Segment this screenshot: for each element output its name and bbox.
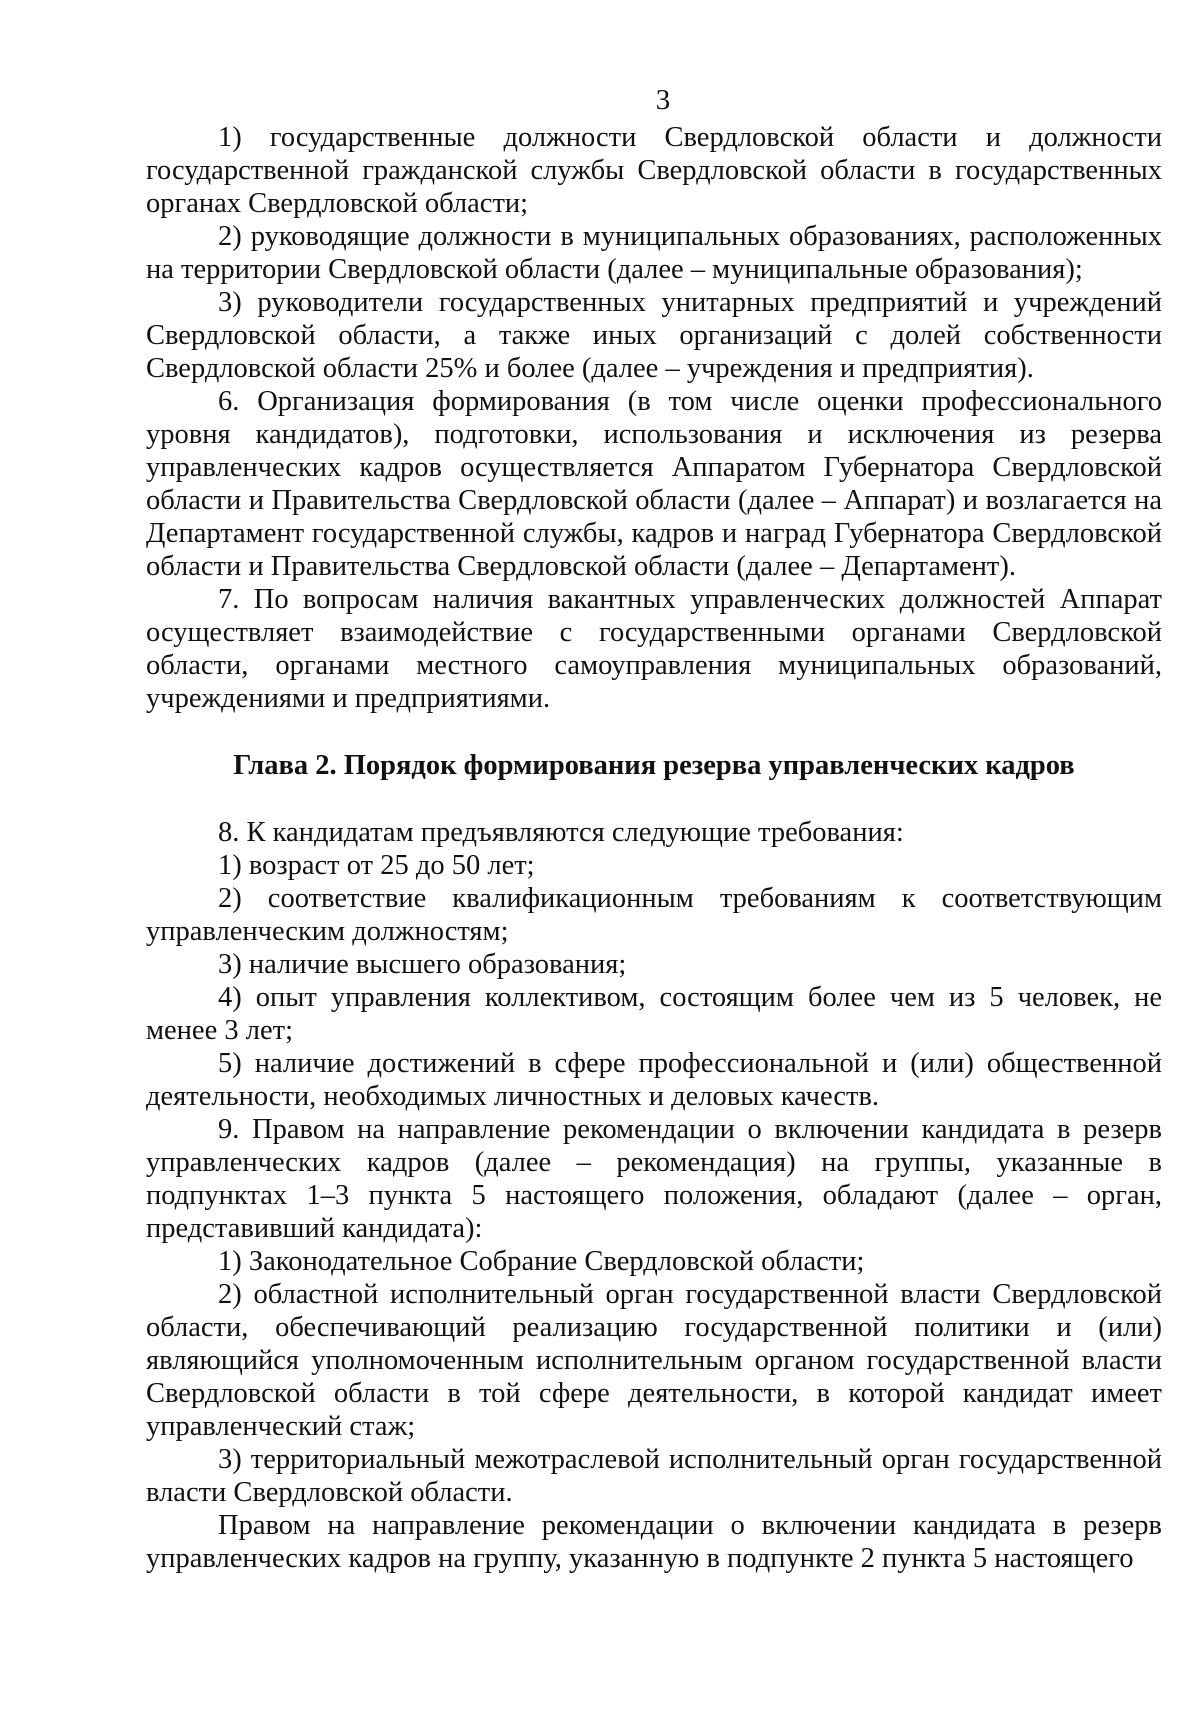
requirement-age: 1) возраст от 25 до 50 лет;	[218, 850, 535, 881]
clause-9: 9. Правом на направление рекомендации о включении кандидата в резерв управленческих кадров (далее – рекомендация) на группы, указанные в подпунктах 1–3 пункта 5 настоящего положения, обладают (далее – орган, представивший кандидата):	[146, 1114, 1162, 1244]
recommender-legislative-assembly: 1) Законодательное Собрание Свердловской области;	[218, 1246, 865, 1277]
requirement-achievements: 5) наличие достижений в сфере профессиональной и (или) общественной деятельности, необходимых личностных и деловых качеств.	[146, 1048, 1162, 1112]
clause-8: 8. К кандидатам предъявляются следующие требования:	[218, 817, 904, 848]
clause-6: 6. Организация формирования (в том числе оценки профессионального уровня кандидатов), подготовки, использования и исключения из резерва управленческих кадров осуществляется Аппаратом Губернатора Свердловской области и Правительства Свердловской области (далее – Аппарат) и возлагается на Департамент государственной службы, кадров и наград Губернатора Свердловской области и Правительства Свердловской области (далее – Департамент).	[146, 386, 1162, 582]
page-number: 3	[655, 84, 671, 116]
list-item-enterprise-heads: 3) руководители государственных унитарных предприятий и учреждений Свердловской области, а также иных организаций с долей собственности Свердловской области 25% и более (далее – учреждения и предприятия).	[146, 287, 1162, 384]
clause-7: 7. По вопросам наличия вакантных управленческих должностей Аппарат осуществляет взаимодействие с государственными органами Свердловской области, органами местного самоуправления муниципальных образований, учреждениями и предприятиями.	[146, 584, 1162, 714]
requirement-qualification: 2) соответствие квалификационным требованиям к соответствующим управленческим должностям;	[146, 883, 1162, 947]
list-item-state-positions: 1) государственные должности Свердловской области и должности государственной гражданской службы Свердловской области в государственных органах Свердловской области;	[146, 122, 1162, 219]
list-item-municipal-positions: 2) руководящие должности в муниципальных образованиях, расположенных на территории Свердловской области (далее – муниципальные образования);	[146, 221, 1162, 285]
clause-9-continuation: Правом на направление рекомендации о включении кандидата в резерв управленческих кадров на группу, указанную в подпункте 2 пункта 5 настоящего	[146, 1510, 1162, 1574]
recommender-executive-body: 2) областной исполнительный орган государственной власти Свердловской области, обеспечивающий реализацию государственной политики и (или) являющийся уполномоченным исполнительным органом государственной власти Свердловской области в той сфере деятельности, в которой кандидат имеет управленческий стаж;	[146, 1279, 1162, 1442]
recommender-territorial-body: 3) территориальный межотраслевой исполнительный орган государственной власти Свердловской области.	[146, 1444, 1162, 1508]
section-after-heading	[146, 816, 1162, 1575]
chapter-heading: Глава 2. Порядок формирования резерва управленческих кадров	[233, 750, 1075, 781]
requirement-education: 3) наличие высшего образования;	[218, 949, 627, 980]
document-page	[146, 84, 1162, 1575]
section-before-heading	[146, 121, 1162, 715]
requirement-management-experience: 4) опыт управления коллективом, состоящим более чем из 5 человек, не менее 3 лет;	[146, 982, 1162, 1046]
